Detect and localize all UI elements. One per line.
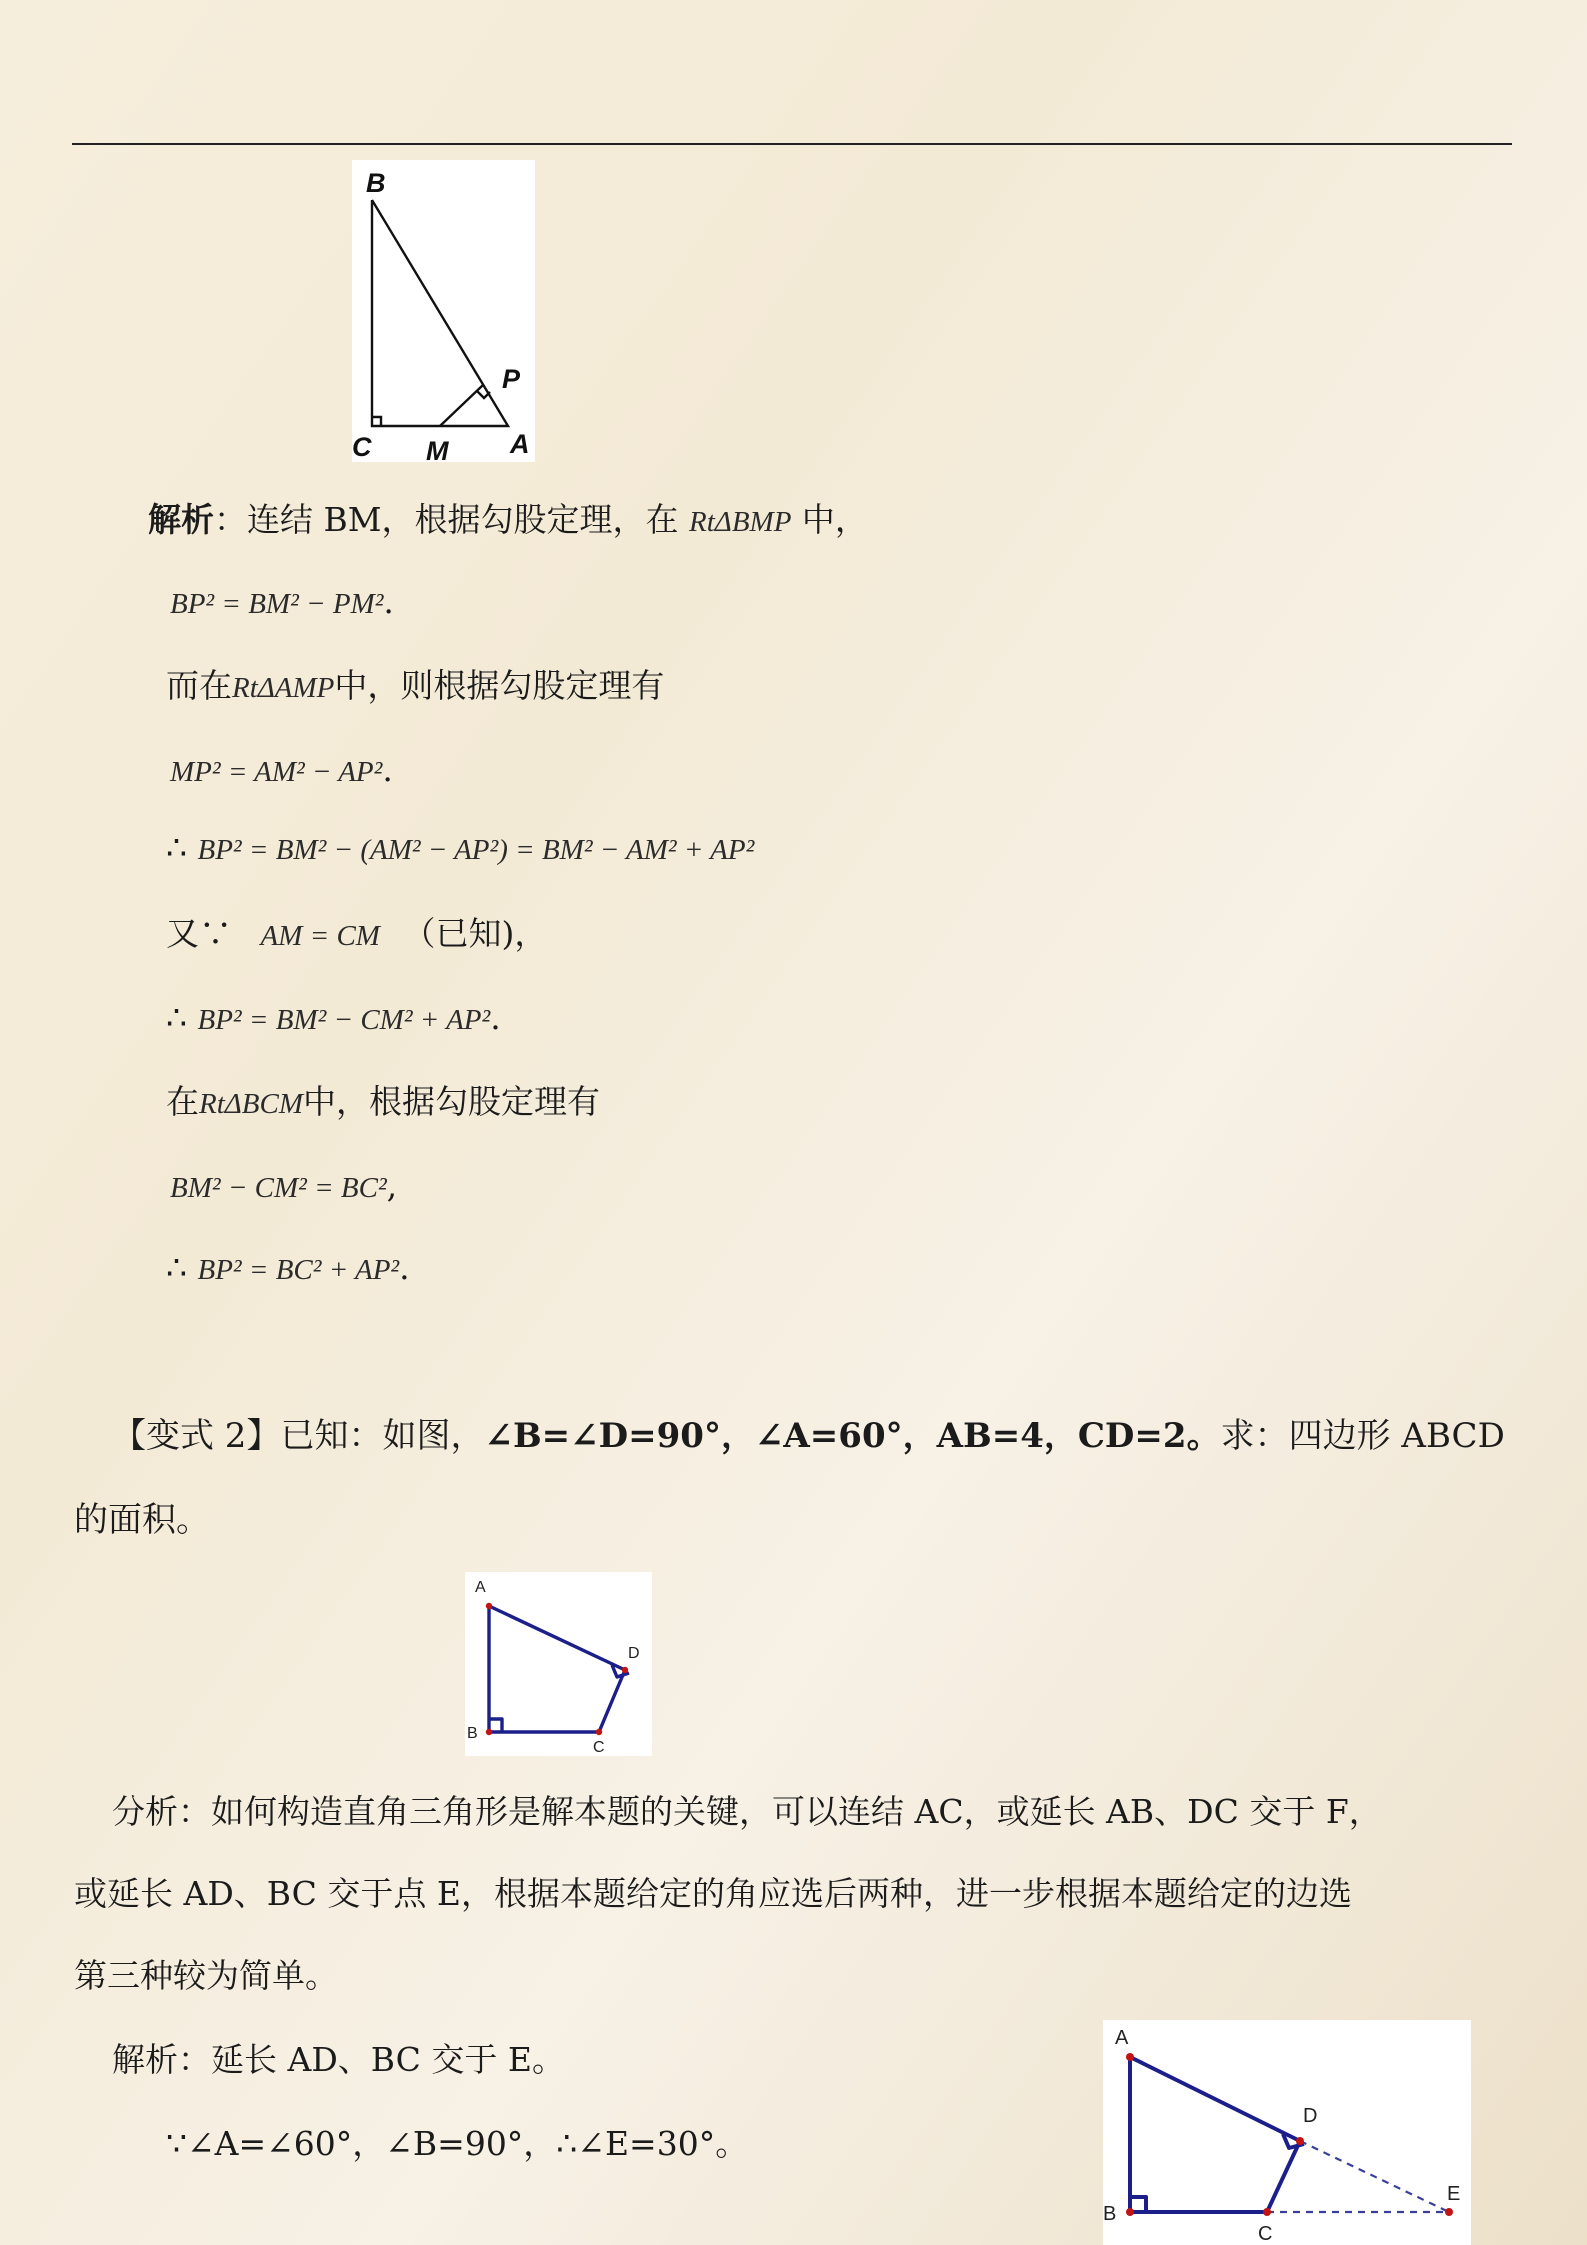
- solution2-step1: [166, 2124, 748, 2164]
- variant-conditions: ∠B=∠D=90°，∠A=60°，AB=4，CD=2。: [484, 1416, 1221, 1456]
- analysis-label: 分析: [112, 1792, 178, 1831]
- equation-5-tail: .: [490, 998, 501, 1037]
- solution1-line2: [166, 666, 664, 708]
- equation-1-tail: .: [383, 582, 394, 621]
- intro-tail: 中，: [801, 500, 868, 539]
- equation-3-math: BP² = BM² − (AM² − AP²) = BM² − AM² + AP²: [197, 834, 755, 866]
- colon: ：: [178, 1792, 211, 1831]
- fig3-label-a: A: [1115, 2027, 1129, 2049]
- fig1-label-a: A: [510, 429, 530, 459]
- solution2-step1-text: ∵∠A=∠60°，∠B=90°，∴∠E=30°。: [166, 2124, 749, 2163]
- fig1-label-m: M: [426, 436, 449, 462]
- fig1-label-c: C: [352, 432, 372, 462]
- figure-quadrilateral-extended: [1103, 2020, 1471, 2245]
- triangle-bmp: RtΔBMP: [689, 506, 792, 538]
- analysis-line-3: [74, 1956, 338, 1996]
- fig3-label-d: D: [1303, 2105, 1318, 2127]
- given-note: （已知)，: [402, 914, 548, 953]
- equation-5-math: BP² = BM² − CM² + AP²: [197, 1004, 491, 1036]
- analysis-text-3: 第三种较为简单。: [74, 1956, 338, 1995]
- solution2-intro: [112, 2040, 565, 2080]
- equation-6: [170, 1166, 397, 1208]
- figure-quadrilateral-abcd: [465, 1572, 652, 1756]
- fig2-label-d: D: [628, 1645, 640, 1662]
- fig1-label-p: P: [502, 364, 521, 394]
- equation-4: [166, 914, 547, 956]
- intro-text: 连结 BM，根据勾股定理，在: [247, 500, 679, 539]
- figure-right-triangle-bmp: [352, 160, 535, 462]
- therefore-symbol: ∴: [166, 998, 187, 1037]
- header-rule: [72, 143, 1512, 145]
- fig3-label-b: B: [1103, 2203, 1117, 2225]
- line3-pre: 在: [166, 1082, 199, 1121]
- equation-5: [166, 998, 501, 1040]
- variant-line2: 的面积。: [74, 1500, 210, 1540]
- therefore-symbol: ∴: [166, 828, 187, 867]
- solution-label: 解析: [112, 2040, 178, 2079]
- equation-1: [170, 582, 394, 624]
- therefore-symbol: ∴: [166, 1248, 187, 1287]
- equation-6-math: BM² − CM² = BC²: [170, 1172, 387, 1204]
- analysis-text-1: 如何构造直角三角形是解本题的关键，可以连结 AC，或延长 AB、DC 交于 F，: [211, 1792, 1382, 1831]
- colon: ：: [178, 2040, 211, 2079]
- fig2-label-b: B: [467, 1725, 478, 1742]
- analysis-line-2: [74, 1874, 1352, 1914]
- variant-label: 变式 2: [146, 1416, 247, 1456]
- because-prefix: 又∵: [166, 914, 232, 953]
- equation-2: [170, 750, 393, 792]
- variant-lead: 已知：如图，: [280, 1416, 485, 1456]
- fig2-label-c: C: [593, 1739, 605, 1756]
- equation-2-tail: .: [382, 750, 393, 789]
- equation-6-tail: ,: [386, 1166, 398, 1205]
- triangle-bcm: RtΔBCM: [199, 1088, 304, 1120]
- analysis-text-2: 或延长 AD、BC 交于点 E，根据本题给定的角应选后两种，进一步根据本题给定的边选: [74, 1874, 1352, 1913]
- fig3-label-c: C: [1258, 2223, 1273, 2245]
- variant-question: 求：四边形 ABCD: [1220, 1416, 1505, 1456]
- equation-3: [166, 828, 754, 870]
- bracket-close: 】: [246, 1416, 281, 1456]
- fig1-label-b: B: [366, 168, 386, 198]
- variant2-statement-line2: [74, 1500, 210, 1540]
- line2-post: 中，则根据勾股定理有: [334, 666, 665, 705]
- line3-post: 中，根据勾股定理有: [303, 1082, 601, 1121]
- solution1-line3: [166, 1082, 600, 1124]
- triangle-amp: RtΔAMP: [232, 672, 335, 704]
- solution1-intro: [148, 500, 868, 542]
- equation-2-math: MP² = AM² − AP²: [170, 756, 383, 788]
- analysis-line-1: [112, 1792, 1382, 1832]
- colon: ：: [214, 500, 247, 539]
- equation-7: [166, 1248, 410, 1290]
- fig2-label-a: A: [475, 1579, 486, 1596]
- equation-7-math: BP² = BC² + AP²: [197, 1254, 400, 1286]
- solution2-text: 延长 AD、BC 交于 E。: [211, 2040, 565, 2079]
- solution-label: 解析: [148, 500, 214, 539]
- variant2-statement: [112, 1416, 1505, 1456]
- fig3-label-e: E: [1447, 2183, 1461, 2205]
- bracket-open: 【: [112, 1416, 146, 1456]
- equation-7-tail: .: [399, 1248, 410, 1287]
- line2-pre: 而在: [166, 666, 232, 705]
- equation-4-math: AM = CM: [260, 920, 380, 952]
- equation-1-math: BP² = BM² − PM²: [170, 588, 384, 620]
